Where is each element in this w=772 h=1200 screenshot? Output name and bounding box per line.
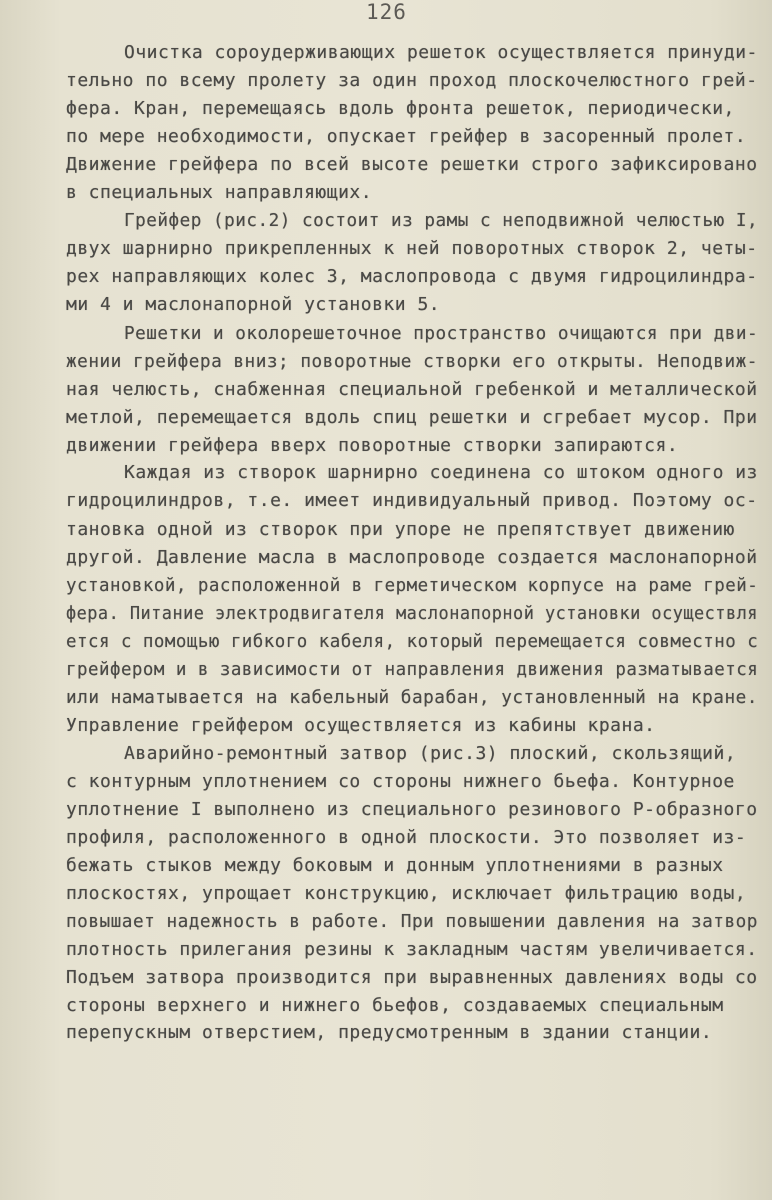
text-line: по мере необходимости, опускает грейфер в засоренный пролет. <box>66 126 747 147</box>
text-line: тельно по всему пролету за один проход плоскочелюстного грей- <box>66 70 758 91</box>
page-number: 126 <box>366 0 407 24</box>
text-line: другой. Давление масла в маслопроводе создается маслонапорной <box>66 547 758 568</box>
text-line: гидроцилиндров, т.е. имеет индивидуальный привод. Поэтому ос- <box>66 490 758 511</box>
text-line: в специальных направляющих. <box>66 182 373 203</box>
text-line: Подъем затвора производится при выравненных давлениях воды со <box>66 967 758 988</box>
text-line: движении грейфера вверх поворотные створки запираются. <box>66 435 679 456</box>
text-line: Очистка сороудерживающих решеток осуществляется принуди- <box>124 42 758 63</box>
text-line: двух шарнирно прикрепленных к ней поворотных створок 2, четы- <box>66 238 758 259</box>
text-line: плотность прилегания резины к закладным частям увеличивается. <box>66 939 758 960</box>
text-line: ется с помощью гибкого кабеля, который перемещается совместно с <box>66 631 759 652</box>
text-line: жении грейфера вниз; поворотные створки его открыты. Неподвиж- <box>66 351 758 372</box>
text-line: стороны верхнего и нижнего бьефов, создаваемых специальным <box>66 995 724 1016</box>
text-line: рех направляющих колес 3, маслопровода с двумя гидроцилиндра- <box>66 266 758 287</box>
text-line: или наматывается на кабельный барабан, установленный на кране. <box>66 687 758 708</box>
text-line: повышает надежность в работе. При повышении давления на затвор <box>66 911 758 932</box>
text-line: Аварийно-ремонтный затвор (рис.3) плоский, скользящий, <box>124 743 737 764</box>
text-line: бежать стыков между боковым и донным уплотнениями в разных <box>66 855 724 876</box>
text-line: установкой, расположенной в герметическом корпусе на раме грей- <box>66 575 759 596</box>
text-line: Грейфер (рис.2) состоит из рамы с неподвижной челюстью I, <box>124 210 759 231</box>
text-line: Управление грейфером осуществляется из кабины крана. <box>66 715 656 736</box>
text-line: уплотнение I выполнено из специального резинового Р-образного <box>66 799 758 820</box>
text-line: Движение грейфера по всей высоте решетки строго зафиксировано <box>66 154 758 175</box>
text-line: метлой, перемещается вдоль спиц решетки и сгребает мусор. При <box>66 407 758 428</box>
text-line: Решетки и околорешеточное пространство очищаются при дви- <box>124 323 759 344</box>
text-line: с контурным уплотнением со стороны нижнего бьефа. Контурное <box>66 771 735 792</box>
text-line: ми 4 и маслонапорной установки 5. <box>66 294 441 315</box>
text-line: ная челюсть, снабженная специальной гребенкой и металлической <box>66 379 758 400</box>
text-line: плоскостях, упрощает конструкцию, исключает фильтрацию воды, <box>66 883 747 904</box>
text-line: Каждая из створок шарнирно соединена со штоком одного из <box>124 462 758 483</box>
text-line: фера. Питание электродвигателя маслонапорной установки осуществля <box>66 603 758 624</box>
text-line: грейфером и в зависимости от направления движения разматывается <box>66 659 759 680</box>
text-line: тановка одной из створок при упоре не препятствует движению <box>66 519 735 540</box>
text-line: перепускным отверстием, предусмотренным в здании станции. <box>66 1022 713 1043</box>
text-line: профиля, расположенного в одной плоскости. Это позволяет из- <box>66 827 747 848</box>
text-line: фера. Кран, перемещаясь вдоль фронта решеток, периодически, <box>66 98 735 119</box>
